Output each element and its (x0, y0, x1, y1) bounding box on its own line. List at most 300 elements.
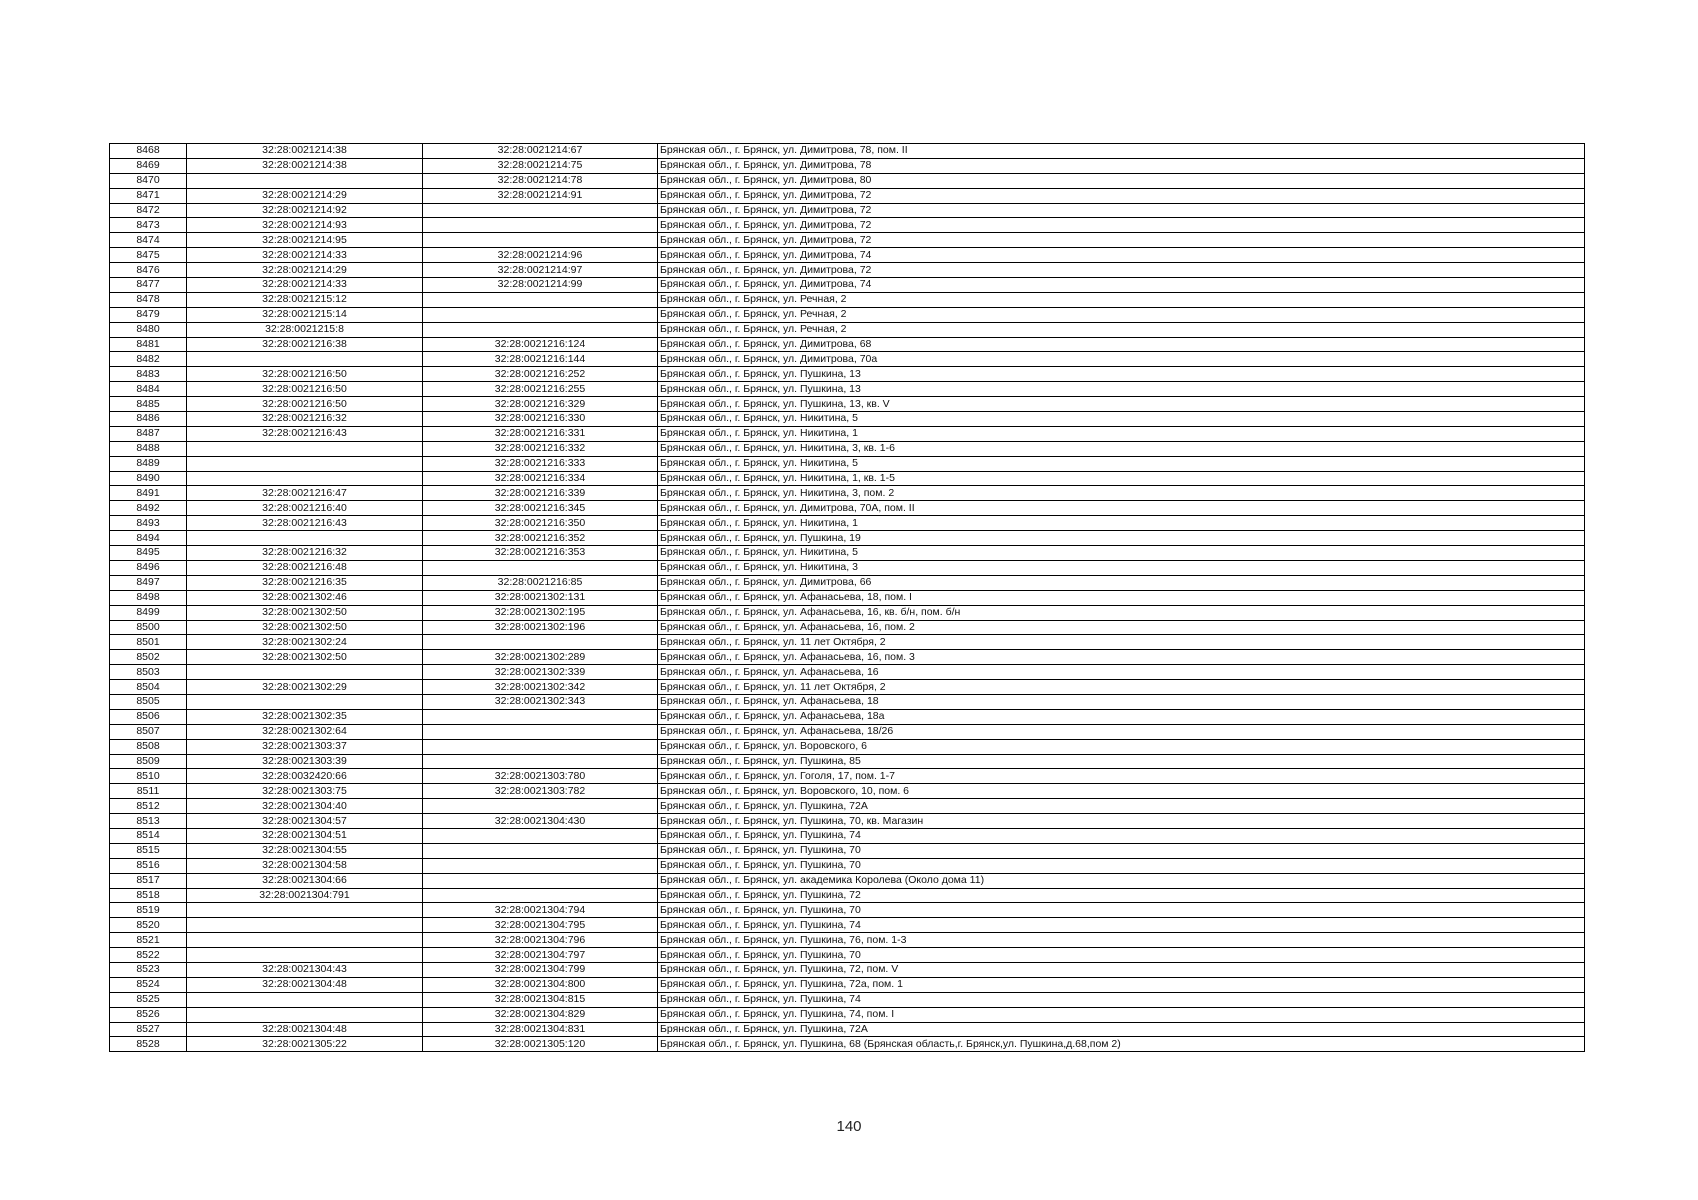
cadastral-number-cell: 32:28:0021304:43 (187, 962, 423, 977)
table-row (110, 858, 1585, 873)
cadastral-number-cell (187, 531, 423, 546)
cadastral-number-cell (187, 903, 423, 918)
cadastral-number-cell (187, 918, 423, 933)
object-cadastral-number-cell: 32:28:0021214:97 (423, 263, 658, 278)
cadastral-number-cell: 32:28:0021216:47 (187, 486, 423, 501)
table-row (110, 322, 1585, 337)
row-number-cell: 8513 (110, 814, 187, 829)
cadastral-number-cell: 32:28:0021216:40 (187, 501, 423, 516)
object-cadastral-number-cell (423, 218, 658, 233)
cadastral-number-cell (187, 665, 423, 680)
address-cell: Брянская обл., г. Брянск, ул. Никитина, 3, пом. 2 (658, 486, 1585, 501)
row-number-cell: 8495 (110, 546, 187, 561)
address-cell: Брянская обл., г. Брянск, ул. Гоголя, 17, пом. 1-7 (658, 769, 1585, 784)
cadastral-number-cell: 32:28:0021216:43 (187, 426, 423, 441)
object-cadastral-number-cell: 32:28:0021302:289 (423, 650, 658, 665)
object-cadastral-number-cell: 32:28:0021214:96 (423, 248, 658, 263)
object-cadastral-number-cell: 32:28:0021302:131 (423, 590, 658, 605)
cadastral-number-cell (187, 352, 423, 367)
cadastral-number-cell: 32:28:0021305:22 (187, 1037, 423, 1052)
address-cell: Брянская обл., г. Брянск, ул. Речная, 2 (658, 322, 1585, 337)
address-cell: Брянская обл., г. Брянск, ул. Афанасьева, 18, пом. I (658, 590, 1585, 605)
object-cadastral-number-cell: 32:28:0021216:334 (423, 471, 658, 486)
object-cadastral-number-cell: 32:28:0021216:353 (423, 546, 658, 561)
row-number-cell: 8499 (110, 605, 187, 620)
table-row (110, 635, 1585, 650)
table-row (110, 948, 1585, 963)
address-cell: Брянская обл., г. Брянск, ул. Афанасьева, 18 (658, 694, 1585, 709)
cadastral-number-cell: 32:28:0021302:29 (187, 680, 423, 695)
address-cell: Брянская обл., г. Брянск, ул. Пушкина, 74 (658, 918, 1585, 933)
address-cell: Брянская обл., г. Брянск, ул. Никитина, 5 (658, 456, 1585, 471)
table-row (110, 218, 1585, 233)
cadastral-number-cell: 32:28:0021214:38 (187, 144, 423, 159)
table-row (110, 263, 1585, 278)
object-cadastral-number-cell: 32:28:0021302:196 (423, 620, 658, 635)
cadastral-number-cell (187, 471, 423, 486)
object-cadastral-number-cell (423, 709, 658, 724)
address-cell: Брянская обл., г. Брянск, ул. Никитина, 3, кв. 1-6 (658, 441, 1585, 456)
cadastral-number-cell: 32:28:0021214:93 (187, 218, 423, 233)
table-row (110, 486, 1585, 501)
cadastral-number-cell: 32:28:0021304:58 (187, 858, 423, 873)
cadastral-number-cell: 32:28:0021302:35 (187, 709, 423, 724)
object-cadastral-number-cell: 32:28:0021216:255 (423, 382, 658, 397)
row-number-cell: 8468 (110, 144, 187, 159)
cadastral-number-cell (187, 948, 423, 963)
cadastral-number-cell: 32:28:0021304:791 (187, 888, 423, 903)
row-number-cell: 8492 (110, 501, 187, 516)
object-cadastral-number-cell: 32:28:0021304:831 (423, 1022, 658, 1037)
table-row (110, 144, 1585, 159)
row-number-cell: 8476 (110, 263, 187, 278)
object-cadastral-number-cell: 32:28:0021214:67 (423, 144, 658, 159)
row-number-cell: 8522 (110, 948, 187, 963)
object-cadastral-number-cell (423, 799, 658, 814)
object-cadastral-number-cell: 32:28:0021302:343 (423, 694, 658, 709)
object-cadastral-number-cell: 32:28:0021302:195 (423, 605, 658, 620)
address-cell: Брянская обл., г. Брянск, ул. 11 лет Октября, 2 (658, 635, 1585, 650)
row-number-cell: 8516 (110, 858, 187, 873)
row-number-cell: 8489 (110, 456, 187, 471)
table-row (110, 1007, 1585, 1022)
cadastral-number-cell: 32:28:0021215:12 (187, 292, 423, 307)
row-number-cell: 8510 (110, 769, 187, 784)
cadastral-number-cell (187, 694, 423, 709)
table-row (110, 1037, 1585, 1052)
table-row (110, 173, 1585, 188)
table-row (110, 709, 1585, 724)
row-number-cell: 8477 (110, 278, 187, 293)
row-number-cell: 8525 (110, 992, 187, 1007)
table-row (110, 665, 1585, 680)
row-number-cell: 8470 (110, 173, 187, 188)
object-cadastral-number-cell: 32:28:0021304:797 (423, 948, 658, 963)
table-row (110, 471, 1585, 486)
table-row (110, 724, 1585, 739)
object-cadastral-number-cell: 32:28:0021305:120 (423, 1037, 658, 1052)
object-cadastral-number-cell: 32:28:0021303:782 (423, 784, 658, 799)
address-cell: Брянская обл., г. Брянск, ул. Никитина, 5 (658, 546, 1585, 561)
row-number-cell: 8479 (110, 307, 187, 322)
table-row (110, 516, 1585, 531)
row-number-cell: 8471 (110, 188, 187, 203)
row-number-cell: 8483 (110, 367, 187, 382)
row-number-cell: 8494 (110, 531, 187, 546)
table-row (110, 903, 1585, 918)
cadastral-number-cell: 32:28:0021302:24 (187, 635, 423, 650)
table-row (110, 739, 1585, 754)
address-cell: Брянская обл., г. Брянск, ул. Пушкина, 72, пом. V (658, 962, 1585, 977)
row-number-cell: 8518 (110, 888, 187, 903)
address-cell: Брянская обл., г. Брянск, ул. Воровского, 6 (658, 739, 1585, 754)
row-number-cell: 8469 (110, 158, 187, 173)
cadastral-number-cell: 32:28:0021214:29 (187, 263, 423, 278)
cadastral-number-cell: 32:28:0021215:14 (187, 307, 423, 322)
table-row (110, 248, 1585, 263)
table-row (110, 307, 1585, 322)
cadastral-number-cell: 32:28:0021214:92 (187, 203, 423, 218)
cadastral-number-cell: 32:28:0021214:95 (187, 233, 423, 248)
table-row (110, 605, 1585, 620)
address-cell: Брянская обл., г. Брянск, ул. Димитрова, 66 (658, 575, 1585, 590)
address-cell: Брянская обл., г. Брянск, ул. Пушкина, 76, пом. 1-3 (658, 933, 1585, 948)
object-cadastral-number-cell: 32:28:0021304:795 (423, 918, 658, 933)
address-cell: Брянская обл., г. Брянск, ул. Пушкина, 74 (658, 992, 1585, 1007)
row-number-cell: 8496 (110, 560, 187, 575)
row-number-cell: 8478 (110, 292, 187, 307)
table-row (110, 426, 1585, 441)
address-cell: Брянская обл., г. Брянск, ул. Пушкина, 13, кв. V (658, 397, 1585, 412)
object-cadastral-number-cell: 32:28:0021304:430 (423, 814, 658, 829)
address-cell: Брянская обл., г. Брянск, ул. Афанасьева, 18а (658, 709, 1585, 724)
address-cell: Брянская обл., г. Брянск, ул. Никитина, 1 (658, 516, 1585, 531)
table-row (110, 814, 1585, 829)
address-cell: Брянская обл., г. Брянск, ул. Пушкина, 13 (658, 382, 1585, 397)
row-number-cell: 8498 (110, 590, 187, 605)
row-number-cell: 8480 (110, 322, 187, 337)
row-number-cell: 8504 (110, 680, 187, 695)
table-row (110, 456, 1585, 471)
object-cadastral-number-cell: 32:28:0021216:331 (423, 426, 658, 441)
object-cadastral-number-cell: 32:28:0021302:342 (423, 680, 658, 695)
address-cell: Брянская обл., г. Брянск, ул. Пушкина, 70, кв. Магазин (658, 814, 1585, 829)
cadastral-number-cell: 32:28:0021304:66 (187, 873, 423, 888)
row-number-cell: 8524 (110, 977, 187, 992)
row-number-cell: 8509 (110, 754, 187, 769)
address-cell: Брянская обл., г. Брянск, ул. Никитина, 1 (658, 426, 1585, 441)
object-cadastral-number-cell: 32:28:0021216:329 (423, 397, 658, 412)
address-cell: Брянская обл., г. Брянск, ул. Димитрова, 72 (658, 218, 1585, 233)
cadastral-number-cell: 32:28:0021216:50 (187, 397, 423, 412)
row-number-cell: 8481 (110, 337, 187, 352)
table-row (110, 382, 1585, 397)
row-number-cell: 8521 (110, 933, 187, 948)
table-row (110, 501, 1585, 516)
table-row (110, 203, 1585, 218)
cadastral-number-cell: 32:28:0021216:43 (187, 516, 423, 531)
object-cadastral-number-cell: 32:28:0021216:333 (423, 456, 658, 471)
row-number-cell: 8497 (110, 575, 187, 590)
object-cadastral-number-cell (423, 233, 658, 248)
address-cell: Брянская обл., г. Брянск, ул. Димитрова, 70А, пом. II (658, 501, 1585, 516)
object-cadastral-number-cell (423, 322, 658, 337)
cadastral-number-cell: 32:28:0021216:32 (187, 412, 423, 427)
table-row (110, 694, 1585, 709)
row-number-cell: 8527 (110, 1022, 187, 1037)
object-cadastral-number-cell: 32:28:0021214:99 (423, 278, 658, 293)
object-cadastral-number-cell (423, 292, 658, 307)
cadastral-number-cell: 32:28:0021216:48 (187, 560, 423, 575)
row-number-cell: 8500 (110, 620, 187, 635)
object-cadastral-number-cell (423, 635, 658, 650)
object-cadastral-number-cell: 32:28:0021304:796 (423, 933, 658, 948)
object-cadastral-number-cell (423, 307, 658, 322)
address-cell: Брянская обл., г. Брянск, ул. Пушкина, 72 (658, 888, 1585, 903)
row-number-cell: 8473 (110, 218, 187, 233)
cadastral-number-cell: 32:28:0021303:75 (187, 784, 423, 799)
object-cadastral-number-cell (423, 888, 658, 903)
address-cell: Брянская обл., г. Брянск, ул. Димитрова, 72 (658, 188, 1585, 203)
row-number-cell: 8512 (110, 799, 187, 814)
row-number-cell: 8474 (110, 233, 187, 248)
object-cadastral-number-cell (423, 724, 658, 739)
object-cadastral-number-cell: 32:28:0021304:815 (423, 992, 658, 1007)
object-cadastral-number-cell: 32:28:0021216:345 (423, 501, 658, 516)
table-row (110, 412, 1585, 427)
cadastral-number-cell: 32:28:0021303:37 (187, 739, 423, 754)
cadastral-number-cell: 32:28:0021304:55 (187, 843, 423, 858)
table-row (110, 992, 1585, 1007)
address-cell: Брянская обл., г. Брянск, ул. Димитрова, 72 (658, 263, 1585, 278)
row-number-cell: 8482 (110, 352, 187, 367)
table-row (110, 843, 1585, 858)
table-row (110, 620, 1585, 635)
object-cadastral-number-cell (423, 739, 658, 754)
table-row (110, 918, 1585, 933)
address-cell: Брянская обл., г. Брянск, ул. Димитрова, 78 (658, 158, 1585, 173)
object-cadastral-number-cell (423, 828, 658, 843)
address-cell: Брянская обл., г. Брянск, ул. Пушкина, 70 (658, 948, 1585, 963)
cadastral-number-cell (187, 933, 423, 948)
address-cell: Брянская обл., г. Брянск, ул. Пушкина, 72А (658, 1022, 1585, 1037)
object-cadastral-number-cell: 32:28:0021216:330 (423, 412, 658, 427)
table-row (110, 888, 1585, 903)
cadastral-number-cell: 32:28:0021214:29 (187, 188, 423, 203)
address-cell: Брянская обл., г. Брянск, ул. Пушкина, 70 (658, 843, 1585, 858)
address-cell: Брянская обл., г. Брянск, ул. Речная, 2 (658, 307, 1585, 322)
cadastral-number-cell (187, 1007, 423, 1022)
cadastral-number-cell (187, 456, 423, 471)
address-cell: Брянская обл., г. Брянск, ул. Никитина, 5 (658, 412, 1585, 427)
row-number-cell: 8528 (110, 1037, 187, 1052)
row-number-cell: 8490 (110, 471, 187, 486)
cadastral-number-cell (187, 173, 423, 188)
table-row (110, 292, 1585, 307)
object-cadastral-number-cell: 32:28:0021216:332 (423, 441, 658, 456)
table-row (110, 531, 1585, 546)
address-cell: Брянская обл., г. Брянск, ул. Димитрова, 80 (658, 173, 1585, 188)
object-cadastral-number-cell: 32:28:0021216:339 (423, 486, 658, 501)
table-row (110, 828, 1585, 843)
cadastral-number-cell: 32:28:0021302:50 (187, 620, 423, 635)
row-number-cell: 8526 (110, 1007, 187, 1022)
object-cadastral-number-cell: 32:28:0021216:144 (423, 352, 658, 367)
cadastral-number-cell: 32:28:0021304:48 (187, 1022, 423, 1037)
object-cadastral-number-cell (423, 873, 658, 888)
address-cell: Брянская обл., г. Брянск, ул. Пушкина, 74, пом. I (658, 1007, 1585, 1022)
table-row (110, 352, 1585, 367)
address-cell: Брянская обл., г. Брянск, ул. Димитрова, 68 (658, 337, 1585, 352)
object-cadastral-number-cell: 32:28:0021214:75 (423, 158, 658, 173)
row-number-cell: 8511 (110, 784, 187, 799)
table-row (110, 680, 1585, 695)
row-number-cell: 8484 (110, 382, 187, 397)
address-cell: Брянская обл., г. Брянск, ул. Афанасьева, 16, пом. 3 (658, 650, 1585, 665)
cadastral-number-cell (187, 992, 423, 1007)
cadastral-number-cell: 32:28:0021215:8 (187, 322, 423, 337)
cadastral-number-cell: 32:28:0021214:33 (187, 248, 423, 263)
address-cell: Брянская обл., г. Брянск, ул. Воровского, 10, пом. 6 (658, 784, 1585, 799)
address-cell: Брянская обл., г. Брянск, ул. Афанасьева, 16 (658, 665, 1585, 680)
table-row (110, 1022, 1585, 1037)
address-cell: Брянская обл., г. Брянск, ул. Пушкина, 13 (658, 367, 1585, 382)
row-number-cell: 8506 (110, 709, 187, 724)
object-cadastral-number-cell: 32:28:0021304:799 (423, 962, 658, 977)
table-row (110, 799, 1585, 814)
table-row (110, 397, 1585, 412)
object-cadastral-number-cell: 32:28:0021216:252 (423, 367, 658, 382)
cadastral-number-cell: 32:28:0021303:39 (187, 754, 423, 769)
row-number-cell: 8508 (110, 739, 187, 754)
cadastral-number-cell: 32:28:0021304:48 (187, 977, 423, 992)
cadastral-number-cell: 32:28:0021302:64 (187, 724, 423, 739)
address-cell: Брянская обл., г. Брянск, ул. Димитрова, 74 (658, 278, 1585, 293)
object-cadastral-number-cell: 32:28:0021303:780 (423, 769, 658, 784)
row-number-cell: 8515 (110, 843, 187, 858)
cadastral-number-cell: 32:28:0021214:33 (187, 278, 423, 293)
table-row (110, 546, 1585, 561)
address-cell: Брянская обл., г. Брянск, ул. Афанасьева, 16, пом. 2 (658, 620, 1585, 635)
table-row (110, 367, 1585, 382)
table-row (110, 158, 1585, 173)
page-number: 140 (836, 1118, 862, 1135)
cadastral-number-cell: 32:28:0021216:35 (187, 575, 423, 590)
table-row (110, 754, 1585, 769)
address-cell: Брянская обл., г. Брянск, ул. Димитрова, 74 (658, 248, 1585, 263)
address-cell: Брянская обл., г. Брянск, ул. академика Королева (Около дома 11) (658, 873, 1585, 888)
row-number-cell: 8507 (110, 724, 187, 739)
row-number-cell: 8503 (110, 665, 187, 680)
object-cadastral-number-cell: 32:28:0021302:339 (423, 665, 658, 680)
records-table-body (110, 144, 1585, 1052)
cadastral-number-cell: 32:28:0032420:66 (187, 769, 423, 784)
address-cell: Брянская обл., г. Брянск, ул. Пушкина, 70 (658, 858, 1585, 873)
table-row (110, 933, 1585, 948)
table-row (110, 784, 1585, 799)
object-cadastral-number-cell (423, 858, 658, 873)
row-number-cell: 8487 (110, 426, 187, 441)
cadastral-number-cell (187, 441, 423, 456)
object-cadastral-number-cell (423, 203, 658, 218)
address-cell: Брянская обл., г. Брянск, ул. Пушкина, 72а, пом. 1 (658, 977, 1585, 992)
table-row (110, 769, 1585, 784)
object-cadastral-number-cell: 32:28:0021216:85 (423, 575, 658, 590)
table-row (110, 977, 1585, 992)
row-number-cell: 8491 (110, 486, 187, 501)
address-cell: Брянская обл., г. Брянск, ул. Пушкина, 19 (658, 531, 1585, 546)
row-number-cell: 8520 (110, 918, 187, 933)
object-cadastral-number-cell: 32:28:0021304:829 (423, 1007, 658, 1022)
cadastral-number-cell: 32:28:0021216:32 (187, 546, 423, 561)
object-cadastral-number-cell: 32:28:0021214:91 (423, 188, 658, 203)
row-number-cell: 8517 (110, 873, 187, 888)
row-number-cell: 8488 (110, 441, 187, 456)
row-number-cell: 8472 (110, 203, 187, 218)
row-number-cell: 8486 (110, 412, 187, 427)
row-number-cell: 8519 (110, 903, 187, 918)
address-cell: Брянская обл., г. Брянск, ул. Афанасьева, 16, кв. б/н, пом. б/н (658, 605, 1585, 620)
object-cadastral-number-cell (423, 560, 658, 575)
address-cell: Брянская обл., г. Брянск, ул. 11 лет Октября, 2 (658, 680, 1585, 695)
table-row (110, 873, 1585, 888)
address-cell: Брянская обл., г. Брянск, ул. Димитрова, 72 (658, 203, 1585, 218)
address-cell: Брянская обл., г. Брянск, ул. Пушкина, 85 (658, 754, 1585, 769)
address-cell: Брянская обл., г. Брянск, ул. Афанасьева, 18/26 (658, 724, 1585, 739)
records-table (109, 143, 1585, 1052)
object-cadastral-number-cell: 32:28:0021216:124 (423, 337, 658, 352)
cadastral-number-cell: 32:28:0021304:40 (187, 799, 423, 814)
address-cell: Брянская обл., г. Брянск, ул. Димитрова, 72 (658, 233, 1585, 248)
table-row (110, 441, 1585, 456)
cadastral-number-cell: 32:28:0021302:50 (187, 605, 423, 620)
cadastral-number-cell: 32:28:0021302:50 (187, 650, 423, 665)
object-cadastral-number-cell: 32:28:0021216:350 (423, 516, 658, 531)
address-cell: Брянская обл., г. Брянск, ул. Димитрова, 78, пом. II (658, 144, 1585, 159)
row-number-cell: 8485 (110, 397, 187, 412)
cadastral-number-cell: 32:28:0021216:38 (187, 337, 423, 352)
object-cadastral-number-cell: 32:28:0021304:800 (423, 977, 658, 992)
address-cell: Брянская обл., г. Брянск, ул. Пушкина, 72А (658, 799, 1585, 814)
object-cadastral-number-cell: 32:28:0021216:352 (423, 531, 658, 546)
table-row (110, 650, 1585, 665)
table-row (110, 337, 1585, 352)
table-row (110, 575, 1585, 590)
table-row (110, 962, 1585, 977)
row-number-cell: 8523 (110, 962, 187, 977)
address-cell: Брянская обл., г. Брянск, ул. Речная, 2 (658, 292, 1585, 307)
cadastral-number-cell: 32:28:0021216:50 (187, 367, 423, 382)
table-row (110, 233, 1585, 248)
table-row (110, 188, 1585, 203)
table-row (110, 278, 1585, 293)
row-number-cell: 8514 (110, 828, 187, 843)
address-cell: Брянская обл., г. Брянск, ул. Пушкина, 70 (658, 903, 1585, 918)
address-cell: Брянская обл., г. Брянск, ул. Никитина, 3 (658, 560, 1585, 575)
address-cell: Брянская обл., г. Брянск, ул. Пушкина, 74 (658, 828, 1585, 843)
table-row (110, 590, 1585, 605)
row-number-cell: 8502 (110, 650, 187, 665)
address-cell: Брянская обл., г. Брянск, ул. Пушкина, 68 (Брянская область,г. Брянск,ул. Пушкина,д.68,пом 2) (658, 1037, 1585, 1052)
object-cadastral-number-cell: 32:28:0021304:794 (423, 903, 658, 918)
table-row (110, 560, 1585, 575)
cadastral-number-cell: 32:28:0021304:57 (187, 814, 423, 829)
row-number-cell: 8505 (110, 694, 187, 709)
cadastral-number-cell: 32:28:0021302:46 (187, 590, 423, 605)
object-cadastral-number-cell (423, 843, 658, 858)
cadastral-number-cell: 32:28:0021214:38 (187, 158, 423, 173)
row-number-cell: 8493 (110, 516, 187, 531)
